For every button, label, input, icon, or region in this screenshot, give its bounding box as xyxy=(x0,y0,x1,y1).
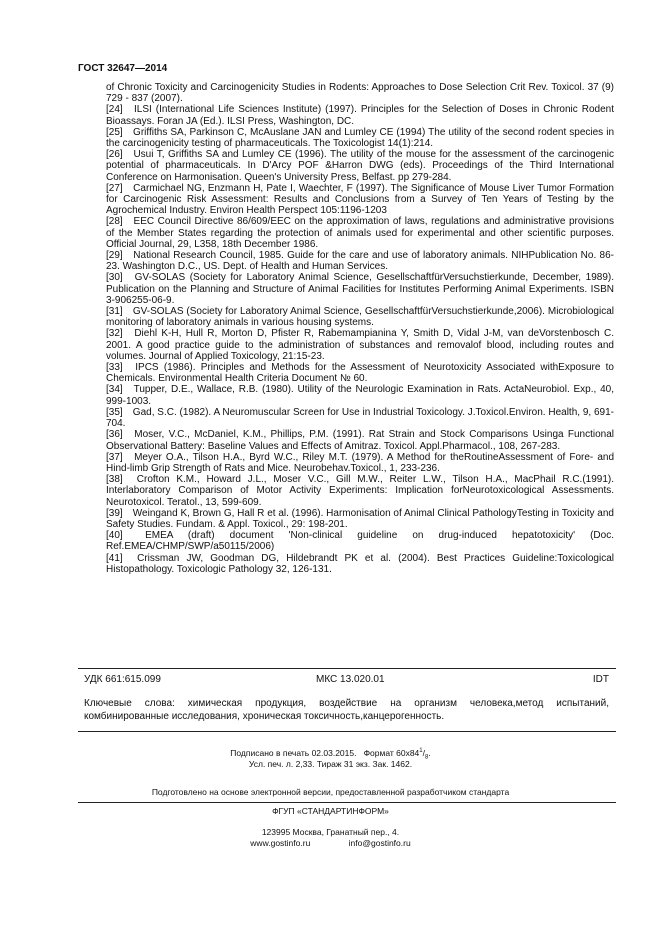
mks-code: МКС 13.020.01 xyxy=(316,674,385,685)
prepared-note: Подготовлено на основе электронной версии, предоставленной разработчиком стандарта xyxy=(151,787,510,797)
reference-item xyxy=(106,183,614,217)
publisher-divider xyxy=(78,802,616,803)
footer-divider-top xyxy=(78,668,616,669)
reference-text: National Research Council, 1985. Guide for the care and use of laboratory animals. NIHPublication No. 86-23. Washington D.C., US. Dept. of Health and Human Services. xyxy=(106,250,614,273)
reference-text: Tupper, D.E., Wallace, R.B. (1980). Utility of the Neurologic Examination in Rats. ActaNeurobiol. Exp., 40, 999-1003. xyxy=(106,384,614,407)
reference-text: IPCS (1986). Principles and Methods for the Assessment of Neurotoxicity Associated withExposure to Chemicals. Environmental Health Criteria Document № 60. xyxy=(106,362,614,385)
keywords: Ключевые слова: химическая продукция, воздействие на организм человека,метод испытаний, комбинированные исследования, хроническая токсичность,канцерогенность. xyxy=(84,698,609,722)
reference-number: [39] xyxy=(106,507,123,519)
reference-item xyxy=(106,149,614,183)
reference-text: Diehl K-H, Hull R, Morton D, Pfister R, Rabemampianina Y, Smith D, Vidal J-M, van deVorstenbosch C. 2001. A good practice guide to the administration of substances and removalof blood, including routes and volumes. Journal of Applied Toxicology, 21:15-23. xyxy=(106,328,614,362)
idt-code: IDT xyxy=(592,674,609,685)
email-link[interactable]: info@gostinfo.ru xyxy=(348,838,411,848)
reference-number: [31] xyxy=(106,306,123,318)
reference-item xyxy=(106,452,614,474)
reference-text: EEC Council Directive 86/609/EEC on the approximation of laws, regulations and administrative provisions of the Member States regarding the protection of animals used for experimental and other scientific purposes. Official Journal, 29, L358, 18th December 1986. xyxy=(106,216,614,250)
publisher-contacts xyxy=(0,837,661,849)
footer-divider-bottom xyxy=(78,731,616,732)
reference-item xyxy=(106,328,614,362)
reference-item xyxy=(106,127,614,149)
reference-text: Carmichael NG, Enzmann H, Pate I, Waechter, F (1997). The Significance of Mouse Liver Tumor Formation for Carcinogenic Risk Assessment: Results and Conclusions from a Survey of Ten Years of Testing by the Agrochemical Industry. Environ Health Perspect 105:1196-1203 xyxy=(106,182,614,217)
reference-number: [33] xyxy=(106,362,123,374)
reference-text: Weingand K, Brown G, Hall R et al. (1996). Harmonisation of Animal Clinical PathologyTesting in Toxicity and Safety Studies. Fundam. & Appl. Toxicol., 29: 198-201. xyxy=(106,507,614,530)
reference-text: of Chronic Toxicity and Carcinogenicity Studies in Rodents: Approaches to Dose Selection Crit Rev. Toxicol. 37 (9) 729 - 837 (2007). xyxy=(106,82,614,105)
reference-item xyxy=(106,272,614,306)
reference-number: [34] xyxy=(106,384,123,396)
reference-text: EMEA (draft) document 'Non-clinical guideline on drug-induced hepatotoxicity' (Doc. Ref.EMEA/CHMP/SWP/a50115/2006) xyxy=(106,530,614,553)
reference-number: [37] xyxy=(106,451,123,463)
reference-number: [36] xyxy=(106,429,123,441)
website-link[interactable]: www.gostinfo.ru xyxy=(250,838,311,848)
reference-text: GV-SOLAS (Society for Laboratory Animal Science, GesellschaftfürVersuchstierkunde, December, 1989). Publication on the Planning and Structure of Animal Facilities for Institutes Performing Animal Experiments. ISBN 3-906255-06-9. xyxy=(106,272,614,306)
reference-item xyxy=(106,250,614,272)
reference-number: [28] xyxy=(106,216,123,228)
reference-text: GV-SOLAS (Society for Laboratory Animal Science, GesellschaftfürVersuchstierkunde,2006). Microbiological monitoring of laboratory animals in various housing systems. xyxy=(106,306,614,329)
reference-number: [32] xyxy=(106,328,123,340)
reference-item xyxy=(106,474,614,508)
reference-text: Meyer O.A., Tilson H.A., Byrd W.C., Riley M.T. (1979). A Method for theRoutineAssessment of Fore- and Hind-limb Grip Strength of Rats and Mice. Neurobehav.Toxicol., 1, 233-236. xyxy=(106,451,614,474)
reference-number: [24] xyxy=(106,104,123,116)
print-info: Усл. печ. л. 2,33. Тираж 31 экз. Зак. 1462. xyxy=(248,759,413,769)
publisher-address: 123995 Москва, Гранатный пер., 4. xyxy=(261,827,400,837)
publisher-name: ФГУП «СТАНДАРТИНФОРМ» xyxy=(272,806,389,816)
reference-item xyxy=(106,530,614,552)
reference-number: [30] xyxy=(106,272,123,284)
reference-number: [35] xyxy=(106,406,123,418)
reference-item xyxy=(106,429,614,451)
reference-number: [27] xyxy=(106,182,123,194)
reference-item xyxy=(106,362,614,384)
reference-text: Gad, S.C. (1982). A Neuromuscular Screen for Use in Industrial Toxicology. J.Toxicol.Environ. Health, 9, 691-704. xyxy=(106,406,614,430)
reference-number: [41] xyxy=(106,552,123,564)
reference-item xyxy=(106,407,614,429)
reference-text: Crissman JW, Goodman DG, Hildebrandt PK et al. (2004). Best Practices Guideline:Toxicological Histopathology. Toxicologic Pathology 32, 126-131. xyxy=(106,552,614,575)
reference-item xyxy=(106,82,614,104)
reference-text: Usui T, Griffiths SA and Lumley CE (1996). The utility of the mouse for the assessment of the carcinogenic potential of pharmaceuticals. In D'Arcy POF &Harron DWG (eds). Proceedings of the Third International Conference on Harmonisation. Queen's University Press, Belfast. pp 279-284. xyxy=(106,149,614,183)
reference-text: Griffiths SA, Parkinson C, McAuslane JAN and Lumley CE (1994) The utility of the second rodent species in the carcinogenicity testing of pharmaceuticals. The Toxicologist 14(1):214. xyxy=(106,126,615,150)
reference-text: ILSI (International Life Sciences Institute) (1997). Principles for the Selection of Doses in Chronic Rodent Bioassays. Foran JA (Ed.). ILSI Press, Washington, DC. xyxy=(106,104,614,127)
reference-item xyxy=(106,508,614,530)
signed-date: Подписано в печать 02.03.2015. xyxy=(230,747,357,758)
reference-number: [38] xyxy=(106,474,123,486)
paper-format: Формат $60x84^1/_8$. xyxy=(363,747,431,761)
reference-number: [25] xyxy=(106,126,123,138)
reference-item xyxy=(106,384,614,406)
reference-number: [26] xyxy=(106,149,123,161)
reference-item xyxy=(106,306,614,328)
reference-number: [40] xyxy=(106,530,123,542)
reference-list xyxy=(106,82,614,575)
reference-number: [29] xyxy=(106,250,123,262)
reference-text: Crofton K.M., Howard J.L., Moser V.C., Gill M.W., Reiter L.W., Tilson H.A., MacPhail R.C.(1991). Interlaboratory Comparison of Motor Activity Experiments: Implication forNeurotoxicological Assessments. Neurotoxicol. Teratol., 13, 599-609. xyxy=(106,474,615,508)
reference-item xyxy=(106,104,614,126)
reference-text: Moser, V.C., McDaniel, K.M., Phillips, P.M. (1991). Rat Strain and Stock Comparisons Usinga Functional Observational Battery: Baseline Values and Effects of Amitraz. Toxicol. Appl.Pharmacol., 108, 267-283. xyxy=(106,429,614,452)
reference-item xyxy=(106,216,614,250)
reference-item xyxy=(106,553,614,575)
udk-code: УДК 661:615.099 xyxy=(84,674,161,685)
standard-header: ГОСТ 32647—2014 xyxy=(78,63,168,74)
